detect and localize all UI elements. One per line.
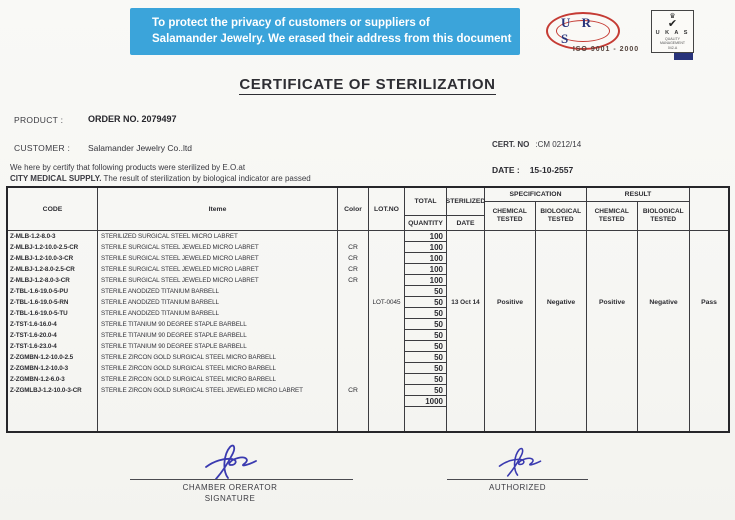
row-sterilized-date-cell <box>447 308 485 319</box>
row-quantity-cell: 100 <box>405 253 447 264</box>
row-code-cell: Z-TST-1.6-20.0-4 <box>8 330 98 341</box>
table-row <box>8 374 728 385</box>
header-sterilized: STERILIZED <box>447 188 484 216</box>
row-spec-chemical-cell <box>485 330 536 341</box>
row-spec-biological-cell <box>536 319 587 330</box>
row-result-chemical-cell <box>587 231 638 242</box>
row-color-cell <box>338 396 369 407</box>
chamber-operator-signature-line <box>130 479 353 480</box>
row-item-cell: STERILE ZIRCON GOLD SURGICAL STEEL MICRO BARBELL <box>98 352 338 363</box>
row-spec-chemical-cell <box>485 319 536 330</box>
certify-statement-rest: The result of sterilization by biological indicator are passed <box>101 174 311 183</box>
table-row <box>8 363 728 374</box>
row-spec-biological-cell <box>536 231 587 242</box>
row-pass-cell <box>690 352 728 363</box>
row-item-cell: STERILE TITANIUM 90 DEGREE STAPLE BARBELL <box>98 319 338 330</box>
row-spec-chemical-cell <box>485 264 536 275</box>
row-sterilized-date-cell <box>447 264 485 275</box>
header-sterilized-date <box>447 188 485 230</box>
row-color-cell <box>338 352 369 363</box>
ukas-certification-logo <box>651 10 694 53</box>
row-spec-chemical-cell <box>485 374 536 385</box>
row-sterilized-date-cell <box>447 374 485 385</box>
row-spec-chemical-cell <box>485 352 536 363</box>
row-result-chemical-cell <box>587 308 638 319</box>
header-item: Iteme <box>98 188 338 230</box>
row-quantity-cell: 50 <box>405 319 447 330</box>
privacy-banner-line1: To protect the privacy of customers or suppliers of <box>152 17 430 29</box>
row-lot-cell <box>369 363 405 374</box>
row-sterilized-date-cell <box>447 286 485 297</box>
date-label: DATE : <box>492 165 520 175</box>
row-spec-biological-cell <box>536 385 587 396</box>
row-color-cell <box>338 231 369 242</box>
row-pass-cell <box>690 308 728 319</box>
date-value: 15-10-2557 <box>529 165 574 175</box>
row-result-biological-cell <box>638 275 690 286</box>
row-code-cell: Z-MLBJ-1.2-8.0-3-CR <box>8 275 98 286</box>
authorized-signature-line <box>447 479 588 480</box>
row-spec-chemical-cell <box>485 363 536 374</box>
row-result-chemical-cell <box>587 264 638 275</box>
row-sterilized-date-cell <box>447 319 485 330</box>
row-result-chemical-cell <box>587 330 638 341</box>
customer-label: CUSTOMER : <box>14 143 71 153</box>
row-pass-cell <box>690 341 728 352</box>
row-color-cell <box>338 297 369 308</box>
row-code-cell: Z-ZGMLBJ-1.2-10.0-3-CR <box>8 385 98 396</box>
row-quantity-cell: 50 <box>405 330 447 341</box>
table-row <box>8 396 728 407</box>
row-spec-chemical-cell <box>485 396 536 407</box>
row-lot-cell <box>369 264 405 275</box>
header-spec-biological-tested <box>536 202 587 230</box>
row-color-cell <box>338 363 369 374</box>
header-color: Color <box>338 188 369 230</box>
row-spec-biological-cell <box>536 352 587 363</box>
urs-certification-logo <box>546 12 620 50</box>
table-row <box>8 264 728 275</box>
row-result-chemical-cell <box>587 396 638 407</box>
row-color-cell <box>338 330 369 341</box>
row-pass-cell <box>690 385 728 396</box>
row-spec-biological-cell <box>536 253 587 264</box>
header-result-chemical-tested <box>587 202 638 230</box>
signature-label: SIGNATURE <box>204 494 256 503</box>
row-spec-chemical-cell <box>485 242 536 253</box>
product-label: PRODUCT : <box>14 115 64 125</box>
row-code-cell: Z-TBL-1.6-19.0-5-TU <box>8 308 98 319</box>
row-result-chemical-cell <box>587 242 638 253</box>
row-lot-cell <box>369 231 405 242</box>
row-spec-chemical-cell <box>485 341 536 352</box>
urs-logo-text: U R S <box>556 20 610 42</box>
row-result-chemical-cell <box>587 341 638 352</box>
header-tested: TESTED <box>650 216 677 223</box>
row-sterilized-date-cell <box>447 396 485 407</box>
ukas-code: 042-A <box>667 45 678 50</box>
certify-statement-line2 <box>10 174 311 183</box>
row-sterilized-date-cell <box>447 352 485 363</box>
row-item-cell: STERILE SURGICAL STEEL JEWELED MICRO LABRET <box>98 264 338 275</box>
table-header <box>8 188 728 231</box>
row-pass-cell <box>690 363 728 374</box>
row-spec-chemical-cell <box>485 253 536 264</box>
certify-statement-line1: We here by certify that following products were sterilized by E.O.at <box>10 163 246 172</box>
row-code-cell: Z-MLBJ-1.2-10.0-3-CR <box>8 253 98 264</box>
row-item-cell: STERILE SURGICAL STEEL JEWELED MICRO LABRET <box>98 275 338 286</box>
row-pass-cell <box>690 231 728 242</box>
row-color-cell <box>338 319 369 330</box>
row-spec-chemical-cell: Positive <box>485 297 536 308</box>
row-result-biological-cell <box>638 374 690 385</box>
table-row <box>8 242 728 253</box>
row-result-biological-cell <box>638 319 690 330</box>
header-result-biological-tested <box>638 202 689 230</box>
cert-no-label: CERT. NO <box>492 140 530 149</box>
row-color-cell: CR <box>338 385 369 396</box>
row-color-cell <box>338 341 369 352</box>
customer-value: Salamander Jewelry Co..ltd <box>88 143 192 153</box>
header-code: CODE <box>8 188 98 230</box>
row-quantity-cell: 50 <box>405 363 447 374</box>
row-spec-chemical-cell <box>485 308 536 319</box>
chamber-operator-signature <box>192 442 270 482</box>
privacy-banner-line2: Salamander Jewelry. We erased their address from this document <box>152 32 512 45</box>
row-quantity-cell: 50 <box>405 341 447 352</box>
row-result-biological-cell <box>638 286 690 297</box>
table-row <box>8 330 728 341</box>
authorized-label: AUTHORIZED <box>489 483 546 492</box>
row-lot-cell <box>369 352 405 363</box>
row-color-cell <box>338 286 369 297</box>
table-row <box>8 297 728 308</box>
header-chemical: CHEMICAL <box>594 208 629 215</box>
header-spec-chemical-tested <box>485 202 536 230</box>
row-quantity-cell: 100 <box>405 242 447 253</box>
cert-no-value: :CM 0212/14 <box>535 140 582 149</box>
row-item-cell: STERILE TITANIUM 90 DEGREE STAPLE BARBELL <box>98 330 338 341</box>
row-sterilized-date-cell <box>447 341 485 352</box>
row-result-biological-cell <box>638 341 690 352</box>
row-spec-chemical-cell <box>485 231 536 242</box>
row-code-cell: Z-TBL-1.6-19.0-5-PU <box>8 286 98 297</box>
header-quantity: QUANTITY <box>408 219 443 227</box>
ukas-letters: U K A S <box>655 30 690 36</box>
header-tested: TESTED <box>598 216 625 223</box>
row-code-cell: Z-ZGMBN-1.2-10.0-3 <box>8 363 98 374</box>
row-pass-cell <box>690 264 728 275</box>
row-spec-biological-cell <box>536 242 587 253</box>
row-lot-cell <box>369 275 405 286</box>
row-code-cell: Z-TST-1.6-23.0-4 <box>8 341 98 352</box>
row-quantity-cell: 100 <box>405 231 447 242</box>
row-pass-cell <box>690 330 728 341</box>
row-quantity-cell: 50 <box>405 374 447 385</box>
table-row <box>8 253 728 264</box>
row-sterilized-date-cell <box>447 275 485 286</box>
header-biological: BIOLOGICAL <box>642 208 684 215</box>
row-spec-biological-cell <box>536 308 587 319</box>
ukas-subtext-2: MANAGEMENT <box>659 41 686 45</box>
table-row <box>8 385 728 396</box>
row-lot-cell <box>369 253 405 264</box>
row-color-cell: CR <box>338 275 369 286</box>
row-pass-cell <box>690 275 728 286</box>
header-total: TOTAL <box>405 188 446 216</box>
privacy-banner <box>130 8 520 55</box>
table-row <box>8 275 728 286</box>
document-title: CERTIFICATE OF STERILIZATION <box>239 76 496 93</box>
row-spec-biological-cell <box>536 374 587 385</box>
row-quantity-cell: 50 <box>405 308 447 319</box>
row-lot-cell <box>369 341 405 352</box>
row-spec-biological-cell <box>536 264 587 275</box>
header-result-group <box>587 188 690 230</box>
header-date: DATE <box>456 219 475 227</box>
row-pass-cell <box>690 286 728 297</box>
table-row <box>8 341 728 352</box>
row-code-cell: Z-MLBJ-1.2-10.0-2.5-CR <box>8 242 98 253</box>
table-row <box>8 286 728 297</box>
row-spec-biological-cell <box>536 275 587 286</box>
row-result-biological-cell: Negative <box>638 297 690 308</box>
authorized-signature <box>488 445 552 479</box>
row-spec-biological-cell <box>536 330 587 341</box>
row-item-cell: STERILE TITANIUM 90 DEGREE STAPLE BARBELL <box>98 341 338 352</box>
row-result-biological-cell <box>638 385 690 396</box>
row-result-chemical-cell <box>587 352 638 363</box>
row-lot-cell <box>369 242 405 253</box>
row-code-cell: Z-TBL-1.6-19.0-5-RN <box>8 297 98 308</box>
row-item-cell: STERILE ANODIZED TITANIUM BARBELL <box>98 286 338 297</box>
row-code-cell: Z-ZGMBN-1.2-10.0-2.5 <box>8 352 98 363</box>
header-biological: BIOLOGICAL <box>540 208 582 215</box>
row-item-cell: STERILE ANODIZED TITANIUM BARBELL <box>98 297 338 308</box>
row-color-cell <box>338 374 369 385</box>
header-tested: TESTED <box>496 216 523 223</box>
row-spec-chemical-cell <box>485 275 536 286</box>
row-quantity-cell: 50 <box>405 286 447 297</box>
row-pass-cell <box>690 253 728 264</box>
row-code-cell: Z-ZGMBN-1.2-6.0-3 <box>8 374 98 385</box>
header-specification-group <box>485 188 587 230</box>
row-color-cell <box>338 308 369 319</box>
document-title-wrap <box>0 76 735 95</box>
row-quantity-cell: 50 <box>405 385 447 396</box>
row-sterilized-date-cell <box>447 363 485 374</box>
row-result-chemical-cell <box>587 275 638 286</box>
row-spec-biological-cell <box>536 363 587 374</box>
header-lot-no: LOT.NO <box>369 188 405 230</box>
row-result-chemical-cell <box>587 363 638 374</box>
row-lot-cell <box>369 374 405 385</box>
row-color-cell: CR <box>338 264 369 275</box>
row-pass-cell <box>690 242 728 253</box>
row-code-cell: Z-MLB-1.2-8.0-3 <box>8 231 98 242</box>
header-tested: TESTED <box>547 216 574 223</box>
row-lot-cell <box>369 286 405 297</box>
row-lot-cell <box>369 330 405 341</box>
certify-company-name: CITY MEDICAL SUPPLY. <box>10 174 102 183</box>
row-sterilized-date-cell <box>447 231 485 242</box>
row-lot-cell <box>369 396 405 407</box>
row-code-cell <box>8 396 98 407</box>
row-result-biological-cell <box>638 396 690 407</box>
product-value: ORDER NO. 2079497 <box>88 114 177 124</box>
row-color-cell: CR <box>338 253 369 264</box>
row-lot-cell: LOT-0045 <box>369 297 405 308</box>
row-result-biological-cell <box>638 231 690 242</box>
row-sterilized-date-cell <box>447 253 485 264</box>
row-result-chemical-cell <box>587 286 638 297</box>
row-lot-cell <box>369 385 405 396</box>
row-result-chemical-cell <box>587 253 638 264</box>
header-specification: SPECIFICATION <box>485 188 586 202</box>
row-quantity-cell: 1000 <box>405 396 447 407</box>
date-line <box>492 165 573 175</box>
header-total-quantity <box>405 188 447 230</box>
row-item-cell <box>98 396 338 407</box>
ukas-accreditation-mark <box>674 53 693 60</box>
header-chemical: CHEMICAL <box>492 208 527 215</box>
row-pass-cell: Pass <box>701 299 717 306</box>
row-result-chemical-cell: Positive <box>587 297 638 308</box>
table-row <box>8 352 728 363</box>
chamber-operator-label: CHAMBER ORERATOR <box>182 483 278 492</box>
header-pass-column <box>690 188 728 230</box>
row-quantity-cell: 50 <box>405 297 447 308</box>
row-sterilized-date-cell <box>447 330 485 341</box>
table-row <box>8 308 728 319</box>
sterilization-table <box>6 186 730 433</box>
row-code-cell: Z-TST-1.6-16.0-4 <box>8 319 98 330</box>
row-result-chemical-cell <box>587 385 638 396</box>
row-spec-biological-cell <box>536 341 587 352</box>
cert-no-line <box>492 140 581 149</box>
row-result-biological-cell <box>638 253 690 264</box>
ukas-subtext-1: QUALITY <box>665 36 680 41</box>
row-lot-cell <box>369 319 405 330</box>
row-result-biological-cell <box>638 352 690 363</box>
row-item-cell: STERILE ANODIZED TITANIUM BARBELL <box>98 308 338 319</box>
row-sterilized-date-cell <box>447 242 485 253</box>
table-row <box>8 319 728 330</box>
row-result-chemical-cell <box>587 374 638 385</box>
row-item-cell: STERILE ZIRCON GOLD SURGICAL STEEL MICRO BARBELL <box>98 374 338 385</box>
row-result-biological-cell <box>638 264 690 275</box>
row-quantity-cell: 50 <box>405 352 447 363</box>
row-sterilized-date-cell <box>447 385 485 396</box>
crown-icon: ♛ <box>669 13 676 20</box>
row-pass-cell <box>690 374 728 385</box>
row-result-biological-cell <box>638 242 690 253</box>
row-item-cell: STERILE SURGICAL STEEL JEWELED MICRO LABRET <box>98 253 338 264</box>
row-code-cell: Z-MLBJ-1.2-8.0-2.5-CR <box>8 264 98 275</box>
row-item-cell: STERILE ZIRCON GOLD SURGICAL STEEL MICRO BARBELL <box>98 363 338 374</box>
row-pass-cell <box>690 396 728 407</box>
row-spec-chemical-cell <box>485 286 536 297</box>
row-color-cell: CR <box>338 242 369 253</box>
row-spec-chemical-cell <box>485 385 536 396</box>
row-quantity-cell: 100 <box>405 275 447 286</box>
row-quantity-cell: 100 <box>405 264 447 275</box>
row-result-biological-cell <box>638 363 690 374</box>
row-result-chemical-cell <box>587 319 638 330</box>
row-sterilized-date-cell: 13 Oct 14 <box>447 297 485 308</box>
row-spec-biological-cell <box>536 396 587 407</box>
row-item-cell: STERILE ZIRCON GOLD SURGICAL STEEL JEWELED MICRO LABRET <box>98 385 338 396</box>
row-result-biological-cell <box>638 330 690 341</box>
row-spec-biological-cell <box>536 286 587 297</box>
row-item-cell: STERILIZED SURGICAL STEEL MICRO LABRET <box>98 231 338 242</box>
row-lot-cell <box>369 308 405 319</box>
table-row <box>8 231 728 242</box>
iso-9001-label: ISO 9001 - 2000 <box>572 46 640 53</box>
table-body <box>8 231 728 407</box>
header-result: RESULT <box>587 188 689 202</box>
row-item-cell: STERILE SURGICAL STEEL JEWELED MICRO LABRET <box>98 242 338 253</box>
row-spec-biological-cell: Negative <box>536 297 587 308</box>
row-result-biological-cell <box>638 308 690 319</box>
row-pass-cell <box>690 319 728 330</box>
checkmark-icon: ✔ <box>667 18 678 30</box>
table-filler-row <box>8 407 728 431</box>
